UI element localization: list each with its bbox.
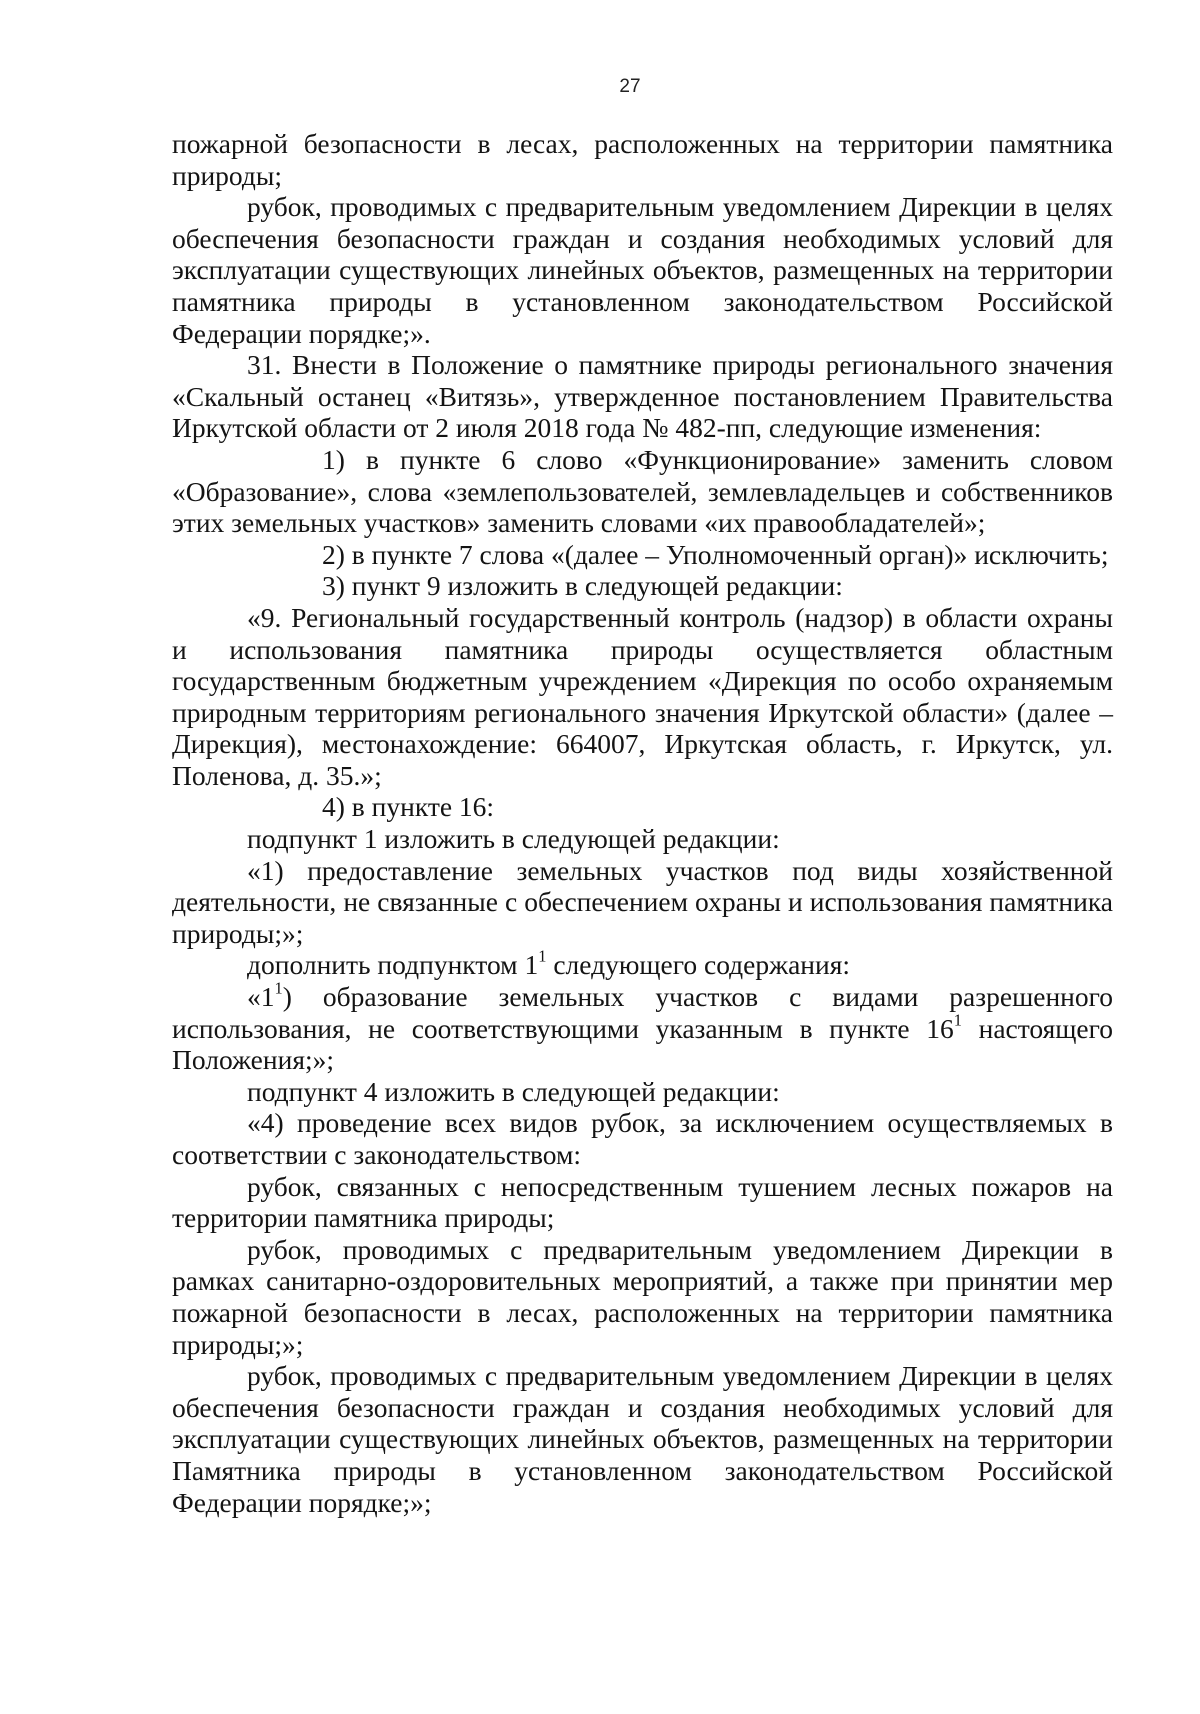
list-item-text: в пункте 6 слово «Функционирование» заменить словом «Образование», слова «землепользователей, землевладельцев и собственников этих земельных участков» заменить словами «их правообладателей»;: [172, 443, 1114, 539]
paragraph-logging-firefighting: рубок, связанных с непосредственным тушением лесных пожаров на территории памятника природы;: [172, 1170, 1113, 1234]
page-number: 27: [619, 76, 641, 97]
paragraph-logging-linear-objects: рубок, проводимых с предварительным уведомлением Дирекции в целях обеспечения безопасности граждан и создания необходимых условий для эксплуатации существующих линейных объектов, размещенных на территории памятника природы в установленном законодательством Российской Федерации порядке;».: [172, 191, 1113, 349]
paragraph-subitem-4-text: «4) проведение всех видов рубок, за исключением осуществляемых в соответствии с законодательством:: [172, 1107, 1113, 1170]
list-item-4: [172, 791, 1113, 823]
list-item-1: [172, 444, 1113, 539]
text-segment: ) образование земельных участков с видами разрешенного использования, не соответствующими указанным в пункте 16: [172, 981, 1113, 1044]
list-item-number: 1): [322, 443, 345, 475]
list-item-2: [172, 539, 1113, 571]
superscript: 1: [538, 947, 547, 967]
paragraph-logging-sanitary: рубок, проводимых с предварительным уведомлением Дирекции в рамках санитарно-оздоровительных мероприятий, а также при принятии мер пожарной безопасности в лесах, расположенных на территории памятника природы;»;: [172, 1233, 1113, 1360]
paragraph-item-31: 31. Внести в Положение о памятнике природы регионального значения «Скальный останец «Витязь», утвержденное постановлением Правительства Иркутской области от 2 июля 2018 года № 482-пп, следующие изменения:: [172, 349, 1113, 444]
paragraph-subitem-1-instruction: подпункт 1 изложить в следующей редакции:: [247, 823, 780, 855]
superscript: 1: [274, 978, 283, 998]
list-item-number: 2): [322, 538, 345, 570]
text-segment: «1: [247, 981, 275, 1013]
list-item-text: в пункте 7 слова «(далее – Уполномоченный орган)» исключить;: [351, 538, 1109, 570]
text-segment: следующего содержания:: [546, 949, 851, 981]
paragraph-add-subitem-1-1: [172, 949, 1113, 981]
paragraph-logging-linear-objects-2: рубок, проводимых с предварительным уведомлением Дирекции в целях обеспечения безопасности граждан и создания необходимых условий для эксплуатации существующих линейных объектов, размещенных на территории Памятника природы в установленном законодательством Российской Федерации порядке;»;: [172, 1360, 1113, 1518]
paragraph-subitem-4-instruction: подпункт 4 изложить в следующей редакции:: [247, 1075, 780, 1107]
list-item-number: 3): [322, 570, 345, 602]
superscript: 1: [953, 1010, 962, 1030]
list-item-number: 4): [322, 791, 345, 823]
paragraph-subitem-1-1-text: [172, 978, 1113, 1076]
text-segment: настоящего Положения;»;: [172, 1012, 1113, 1076]
document-body: [172, 128, 1113, 1518]
paragraph-subitem-1-text: «1) предоставление земельных участков под виды хозяйственной деятельности, не связанные с обеспечением охраны и использования памятника природы;»;: [172, 854, 1113, 949]
paragraph-fire-safety-continued: пожарной безопасности в лесах, расположенных на территории памятника природы;: [172, 128, 1113, 191]
list-item-text: в пункте 16:: [351, 791, 495, 823]
list-item-text: пункт 9 изложить в следующей редакции:: [351, 570, 843, 602]
text-segment: дополнить подпунктом 1: [247, 949, 539, 981]
list-item-3: [172, 570, 1113, 602]
paragraph-item-9-new-text: «9. Региональный государственный контроль (надзор) в области охраны и использования памятника природы осуществляется областным государственным бюджетным учреждением «Дирекция по особо охраняемым природным территориям регионального значения Иркутской области» (далее – Дирекция), местонахождение: 664007, Иркутская область, г. Иркутск, ул. Поленова, д. 35.»;: [172, 601, 1113, 791]
